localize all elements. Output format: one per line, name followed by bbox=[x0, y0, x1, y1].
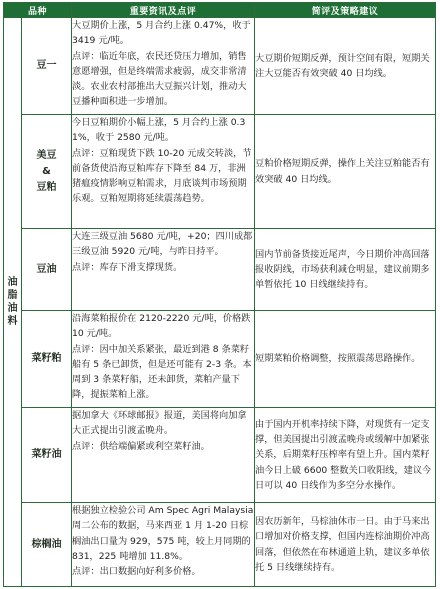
variety-cell bbox=[22, 311, 72, 408]
variety-name: 豆油 bbox=[36, 263, 57, 275]
table-row bbox=[4, 408, 436, 503]
news-cell bbox=[72, 503, 255, 587]
table-row bbox=[4, 503, 436, 587]
variety-name: 菜籽粕 bbox=[31, 353, 62, 364]
category-cell bbox=[4, 18, 22, 587]
variety-name: 豆一 bbox=[36, 60, 57, 71]
advice-cell bbox=[255, 18, 436, 115]
news-text: 沿海菜粕报价在 2120-2220 元/吨，价格跌 10 元/吨。 bbox=[72, 313, 251, 340]
news-comment: 点评：库存下滑支撑现货。 bbox=[72, 261, 183, 273]
variety-cell bbox=[22, 503, 72, 587]
news-cell bbox=[72, 408, 255, 503]
news-cell bbox=[72, 115, 255, 229]
news-text: 大豆期价上涨，5 月合约上涨 0.47%，收于 3419 元/吨。 bbox=[72, 20, 251, 47]
news-text: 大连三级豆油 5680 元/吨，+20；四川成都三级豆油 5920 元/吨，与昨日持平。 bbox=[72, 231, 253, 258]
header-advice: 简评及策略建议 bbox=[255, 3, 436, 18]
news-text: 今日豆粕期价小幅上涨，5 月合约上涨 0.31%，收于 2580 元/吨。 bbox=[72, 117, 246, 144]
advice-cell bbox=[255, 115, 436, 229]
news-cell bbox=[72, 311, 255, 408]
news-comment: 点评：出口数据向好利多价格。 bbox=[72, 566, 201, 578]
advice-text: 短期菜粕价格调整，按照震荡思路操作。 bbox=[255, 353, 421, 365]
table-header-row bbox=[4, 3, 436, 18]
variety-name: 豆粕 bbox=[36, 181, 57, 193]
header-news: 重要资讯及点评 bbox=[72, 3, 255, 18]
news-text: 根据独立检验公司 Am Spec Agri Malaysia 周二公布的数据，马来西亚 1 月 1-20 日棕榈油出口量为 929，575 吨，较上月同期的 831，225 吨增加 11.8%。 bbox=[72, 505, 254, 562]
variety-cell bbox=[22, 229, 72, 311]
news-comment: 点评：临近年底，农民还贷压力增加，销售意愿增强，但是终端需求疲弱，成交非常清淡。农业农村部推出大豆振兴计划，推动大豆播种面积进一步增加。 bbox=[72, 50, 247, 108]
advice-text: 豆粕价格短期反弹，操作上关注豆粕能否有效突破 40 日均线。 bbox=[255, 158, 430, 185]
advice-cell bbox=[255, 311, 436, 408]
variety-cell bbox=[22, 115, 72, 229]
news-comment: 点评：豆粕现货下跌 10-20 元成交转淡，节前备货使沿海豆粕库存下降至 84 万，非洲猪瘟疫情影响豆粕需求，月底谈判市场预期乐观。豆粕短期将延续震荡趋势。 bbox=[72, 147, 252, 205]
variety-name: 美豆 bbox=[36, 149, 57, 161]
news-cell bbox=[72, 18, 255, 115]
advice-text: 因农历新年，马棕油休市一日。由于马来出口增加对价格支撑，但国内连棕油期价冲高回落，但依然在布林通道上轨，建议多单依托 5 日线继续持有。 bbox=[255, 515, 430, 573]
advice-text: 国内节前备货接近尾声，今日期价冲高回落报收阴线，市场获利减仓明显，建议前期多单暂依托 10 日线继续持有。 bbox=[255, 248, 430, 291]
advice-text: 由于国内开机率持续下降，对现货有一定支撑，但美国提出引渡孟晚舟或缓解中加紧张关系，后期菜籽压榨率有望上升。国内菜籽油今日上破 6600 整数关口收阳线，建议今日可以 40 日线作为多空分水操作。 bbox=[255, 418, 432, 491]
strategy-table bbox=[3, 2, 436, 587]
news-cell bbox=[72, 229, 255, 311]
advice-cell bbox=[255, 408, 436, 503]
table-row bbox=[4, 311, 436, 408]
category-label: 油脂油料 bbox=[7, 277, 18, 327]
news-comment: 点评：因中加关系紧张，最近到港 8 条菜籽船有 5 条已卸货，但是还可能有 2-3 条。本周到 3 条菜籽船，还未卸货，菜粕产量下降，提振菜粕上涨。 bbox=[72, 343, 252, 401]
table-row bbox=[4, 18, 436, 115]
news-text: 据加拿大《环球邮报》报道，美国将向加拿大正式提出引渡孟晚舟。 bbox=[72, 410, 247, 437]
variety-cell bbox=[22, 408, 72, 503]
variety-name: 菜籽油 bbox=[31, 449, 62, 460]
variety-name: & bbox=[42, 165, 51, 177]
variety-cell bbox=[22, 18, 72, 115]
advice-cell bbox=[255, 229, 436, 311]
news-comment: 点评：供给端偏紧或利空菜籽油。 bbox=[72, 440, 210, 452]
header-category: 品种 bbox=[4, 3, 72, 18]
advice-cell bbox=[255, 503, 436, 587]
variety-name: 棕榈油 bbox=[31, 538, 62, 550]
table-row bbox=[4, 229, 436, 311]
table-row bbox=[4, 115, 436, 229]
advice-text: 大豆期价短期反弹，预计空间有限，短期关注大豆能否有效突破 40 日均线。 bbox=[255, 52, 430, 79]
